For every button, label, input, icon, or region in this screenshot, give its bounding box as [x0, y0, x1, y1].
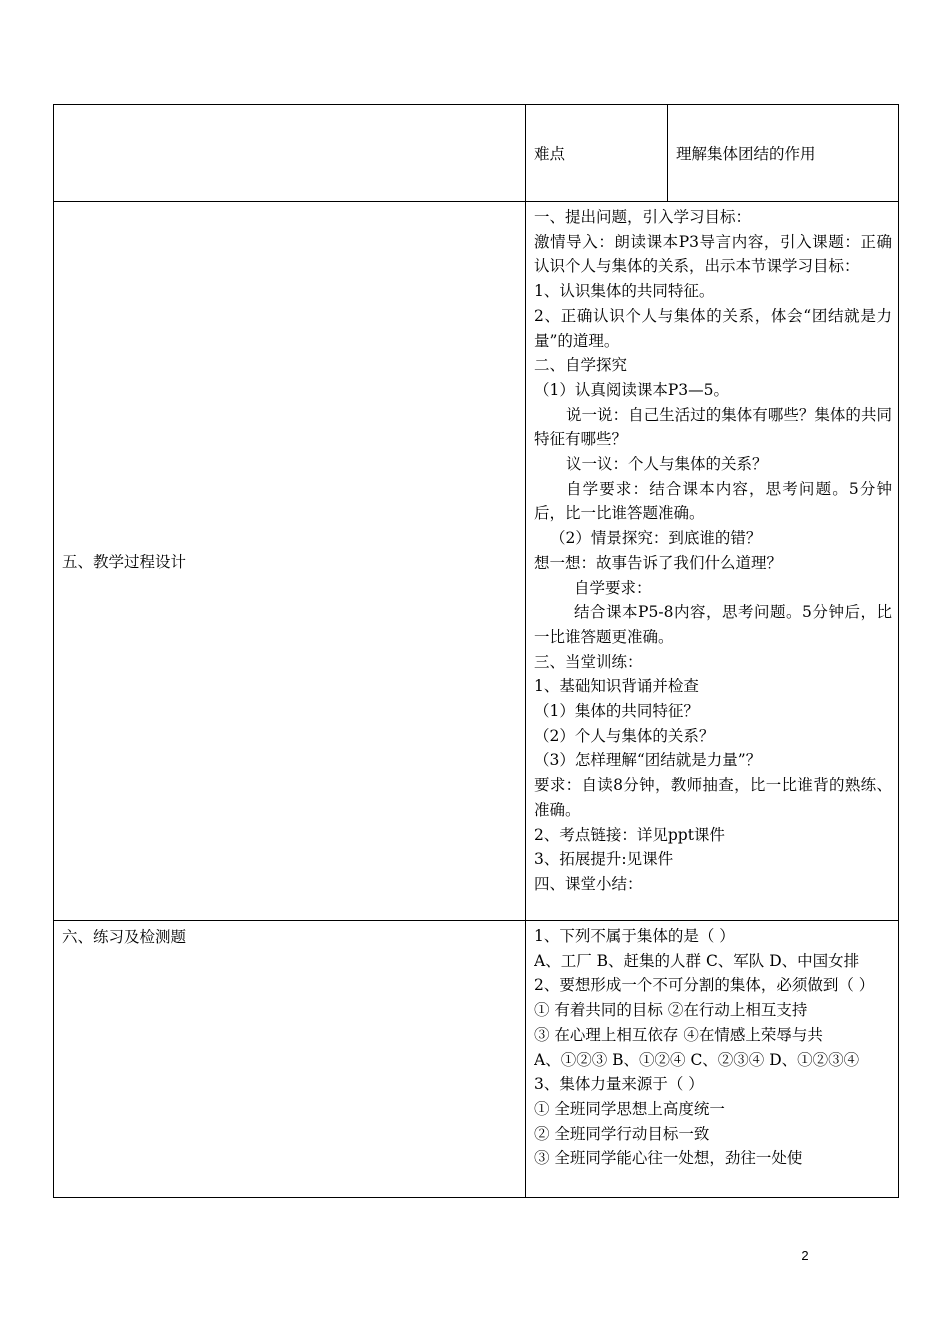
process-line: （2）情景探究：到底谁的错？ — [550, 529, 762, 548]
process-line: 2、正确认识个人与集体的关系，体会“团结就是力量”的道理。 — [534, 306, 892, 350]
teaching-process-row — [54, 202, 899, 921]
process-line: （2）个人与集体的关系？ — [534, 726, 715, 745]
teaching-process-content — [526, 202, 899, 921]
exercise-line: A、工厂 B、赶集的人群 C、军队 D、中国女排 — [534, 951, 860, 970]
process-line: 要求：自读8分钟，教师抽查，比一比谁背的熟练、准确。 — [534, 776, 892, 819]
exercise-line: ① 全班同学思想上高度统一 — [534, 1099, 725, 1118]
exercise-line: 2、要想形成一个不可分割的集体，必须做到（ ） — [534, 976, 875, 995]
empty-cell — [54, 105, 526, 202]
process-line: 说一说：自己生活过的集体有哪些？集体的共同特征有哪些？ — [534, 405, 892, 449]
exercise-row — [54, 921, 899, 1198]
exercise-line: 1、下列不属于集体的是（ ） — [534, 927, 735, 945]
difficulty-row — [54, 105, 899, 202]
process-line: （3）怎样理解“团结就是力量”？ — [534, 751, 762, 770]
process-line: 2、考点链接：详见ppt课件 — [534, 825, 725, 844]
exercise-content — [526, 921, 899, 1198]
process-line: （1）集体的共同特征？ — [534, 702, 699, 721]
process-line: 自学要求：结合课本内容，思考问题。5分钟后，比一比谁答题准确。 — [534, 479, 892, 523]
lesson-plan-table — [53, 104, 899, 1198]
exercise-line: ① 有着共同的目标 ②在行动上相互支持 — [534, 1001, 808, 1020]
process-line: 想一想：故事告诉了我们什么道理？ — [534, 553, 783, 572]
process-line: 二、自学探究 — [534, 356, 628, 375]
process-line: 3、拓展提升:见课件 — [534, 850, 674, 869]
page-number: 2 — [801, 1248, 809, 1263]
teaching-process-label: 五、教学过程设计 — [54, 202, 526, 921]
process-line: 激情导入：朗读课本P3导言内容，引入课题：正确认识个人与集体的关系，出示本节课学习目标： — [534, 232, 892, 276]
difficulty-label: 难点 — [526, 105, 668, 202]
process-line: 三、当堂训练： — [534, 652, 643, 671]
exercise-line: ② 全班同学行动目标一致 — [534, 1124, 710, 1143]
process-line: 结合课本P5-8内容，思考问题。5分钟后，比一比谁答题更准确。 — [534, 603, 892, 646]
process-line: 四、课堂小结： — [534, 874, 643, 893]
exercise-line: A、①②③ B、①②④ C、②③④ D、①②③④ — [534, 1050, 860, 1069]
process-line: （1）认真阅读课本P3—5。 — [534, 380, 730, 399]
process-line: 1、基础知识背诵并检查 — [534, 677, 699, 696]
process-line: 1、认识集体的共同特征。 — [534, 282, 715, 301]
process-line: 议一议：个人与集体的关系？ — [566, 455, 768, 474]
exercise-label: 六、练习及检测题 — [54, 921, 526, 1198]
exercise-line: ③ 全班同学能心往一处想，劲往一处使 — [534, 1149, 803, 1168]
difficulty-value: 理解集体团结的作用 — [668, 105, 899, 202]
exercise-line: 3、集体力量来源于（ ） — [534, 1075, 704, 1094]
process-line: 一、提出问题，引入学习目标： — [534, 208, 752, 226]
exercise-line: ③ 在心理上相互依存 ④在情感上荣辱与共 — [534, 1025, 823, 1044]
process-line: 自学要求： — [574, 578, 652, 597]
